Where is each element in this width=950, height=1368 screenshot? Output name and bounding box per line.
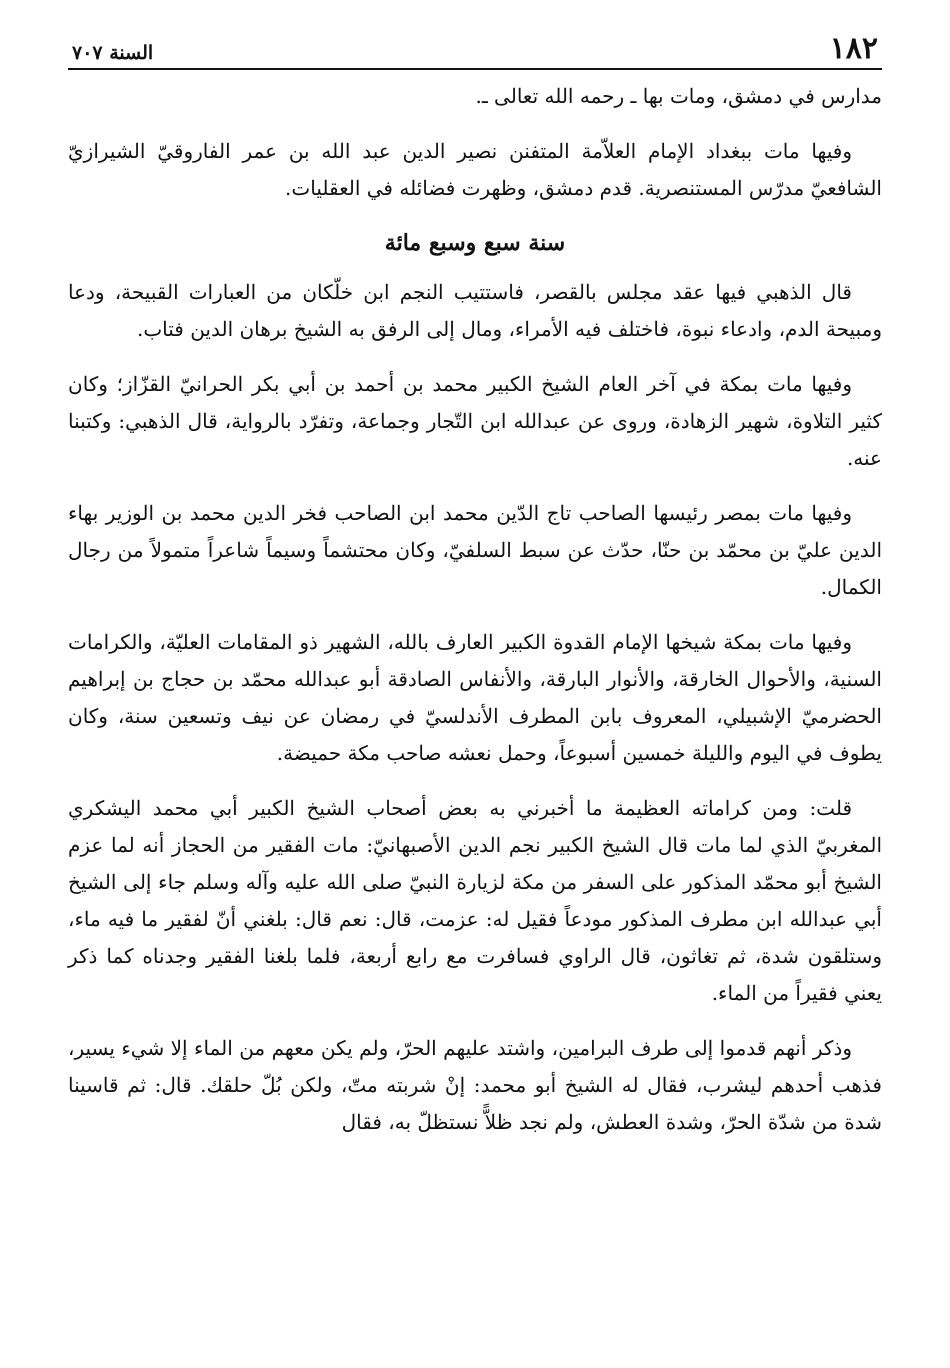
paragraph: وفيها مات ببغداد الإمام العلاّمة المتفنن نصير الدين عبد الله بن عمر الفاروقيّ الشيرازيّ الشافعيّ مدرّس المستنصرية. قدم دمشق، وظهرت فضائله في العقليات. xyxy=(68,139,882,200)
paragraph: قلت: ومن كراماته العظيمة ما أخبرني به بعض أصحاب الشيخ الكبير أبي محمد اليشكري المغربيّ الذي لما مات قال الشيخ الكبير نجم الدين الأصبهانيّ: مات الفقير من الحجاز أنه لما عزم الشيخ أبو محمّد المذكور على السفر من مكة لزيارة النبيّ صلى الله عليه وآله وسلم جاء إلى الشيخ أبي عبدالله ابن مطرف المذكور مودعاً فقيل له: عزمت، قال: نعم قال: بلغني أنّ لفقير ما فيه ماء، وستلقون شدة، ثم تغاثون، قال الراوي فسافرت مع رابع أربعة، فلما بلغنا الفقير وجدناه كما ذكر يعني فقيراً من الماء. xyxy=(68,796,883,1005)
page-header xyxy=(68,24,882,70)
paragraph: مدارس في دمشق، ومات بها ـ رحمه الله تعالى ـ. xyxy=(475,84,882,108)
running-head: السنة ٧٠٧ xyxy=(72,42,154,64)
paragraph: قال الذهبي فيها عقد مجلس بالقصر، فاستتيب النجم ابن خلّكان من العبارات القبيحة، ودعا ومبيحة الدم، وادعاء نبوة، فاختلف فيه الأمراء، ومال إلى الرفق به الشيخ برهان الدين فتاب. xyxy=(68,280,882,341)
paragraph: وذكر أنهم قدموا إلى طرف البرامين، واشتد عليهم الحرّ، ولم يكن معهم من الماء إلا شيء يسير، فذهب أحدهم ليشرب، فقال له الشيخ أبو محمد: إنْ شربته متّ، ولكن بُلّ حلقك. قال: ثم قاسينا شدة من شدّة الحرّ، وشدة العطش، ولم نجد ظلاًّ نستظلّ به، فقال xyxy=(68,1036,882,1134)
paragraph: وفيها مات بمكة شيخها الإمام القدوة الكبير العارف بالله، الشهير ذو المقامات العليّة، والكرامات السنية، والأحوال الخارقة، والأنوار البارقة، والأنفاس الصادقة أبو عبدالله محمّد بن حجاج بن إبراهيم الحضرميّ الإشبيلي، المعروف بابن المطرف الأندلسيّ في رمضان عن نيف وتسعين سنة، وكان يطوف في اليوم والليلة خمسين أسبوعاً، وحمل نعشه صاحب مكة حميضة. xyxy=(68,630,882,765)
page-body xyxy=(68,78,882,1141)
section-heading: سنة سبع وسبع مائة xyxy=(384,230,566,256)
paragraph: وفيها مات بمكة في آخر العام الشيخ الكبير محمد بن أحمد بن أبي بكر الحرانيّ القزّاز؛ وكان كثير التلاوة، شهير الزهادة، وروى عن عبدالله ابن التّجار وجماعة، وتفرّد بالرواية، قال الذهبي: وكتبنا عنه. xyxy=(68,372,882,470)
paragraph: وفيها مات بمصر رئيسها الصاحب تاج الدّين محمد ابن الصاحب فخر الدين محمد بن الوزير بهاء الدين عليّ بن محمّد بن حنّا، حدّث عن سبط السلفيّ، وكان محتشماً وسيماً شاعراً متمولاً من رجال الكمال. xyxy=(68,501,882,599)
page-number: ١٨٢ xyxy=(829,31,878,66)
